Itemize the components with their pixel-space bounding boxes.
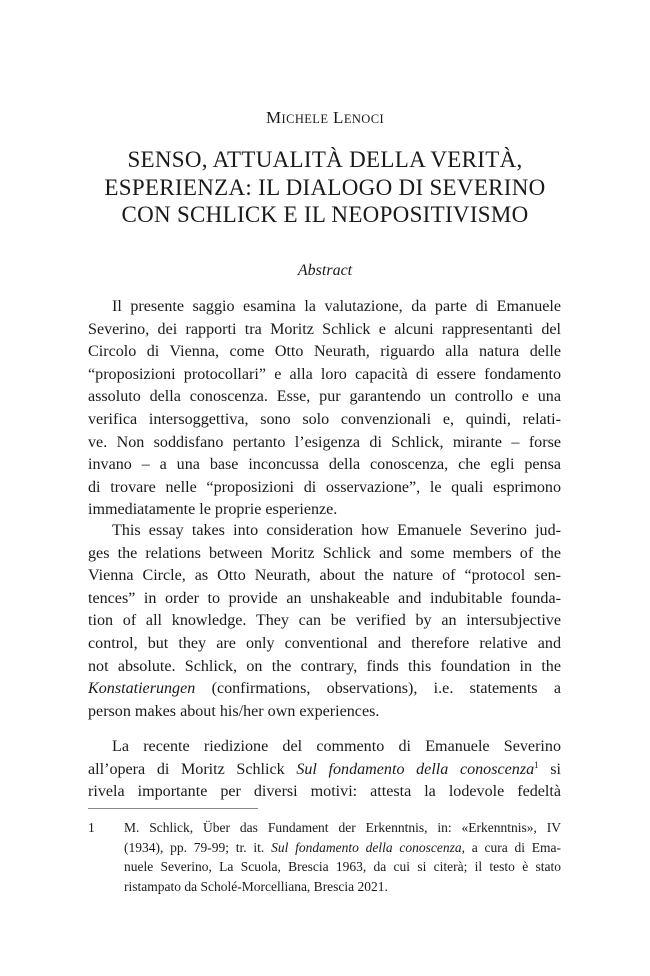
footnote-divider: [88, 808, 258, 809]
text-line: verifica intersoggettiva, sono solo convenzionali e, quindi, relati-: [88, 410, 561, 428]
text-line: rivela importante per diversi motivi: attesta la lodevole fedeltà: [88, 783, 561, 801]
abstract-italian: [88, 296, 561, 522]
italic-title: Sul fondamento della conoscenza: [271, 839, 462, 855]
text-line: M. Schlick, Über das Fundament der Erkenntnis, in: «Erkenntnis», IV: [124, 820, 561, 835]
text-line: This essay takes into consideration how Emanuele Severino jud-: [112, 522, 561, 539]
text-line: ristampato da Scholé-Morcelliana, Brescia 2021.: [124, 878, 388, 894]
text-line: La recente riedizione del commento di Emanuele Severino: [112, 738, 561, 755]
text-line: ges the relations between Moritz Schlick and some members of the: [88, 544, 561, 562]
text-line: “proposizioni protocollari” e alla loro capacità di essere fondamento: [88, 365, 561, 383]
text-line: not absolute. Schlick, on the contrary, finds this foundation in the: [88, 657, 561, 675]
text-line: nuele Severino, La Scuola, Brescia 1963, da cui si citerà; il testo è stato: [124, 859, 561, 874]
footnote-text: [124, 818, 561, 896]
text-line: (1934), pp. 79-99; tr. it. Sul fondamento della conoscenza, a cura di Ema-: [124, 839, 561, 855]
title-line: ESPERIENZA: IL DIALOGO DI SEVERINO: [104, 174, 546, 200]
italic-title: Sul fondamento della conoscenza: [296, 760, 535, 778]
text-line: tences” in order to provide an unshakeable and indubitable founda-: [88, 589, 561, 607]
text-line: Vienna Circle, as Otto Neurath, about the nature of “protocol sen-: [88, 567, 561, 585]
body-paragraph: [88, 736, 561, 804]
article-title: [40, 146, 610, 229]
text-line: Severino, dei rapporti tra Moritz Schlick e alcuni rappresentanti del: [88, 320, 561, 338]
title-line: SENSO, ATTUALITÀ DELLA VERITÀ,: [127, 147, 523, 172]
abstract-heading: Abstract: [297, 262, 353, 279]
text-line: Il presente saggio esamina la valutazione, da parte di Emanuele: [112, 298, 561, 315]
author-name: MICHELE LENOCI: [265, 108, 385, 127]
text-line: Circolo di Vienna, come Otto Neurath, riguardo alla natura delle: [88, 343, 561, 361]
title-line: CON SCHLICK E IL NEOPOSITIVISMO: [121, 202, 529, 227]
text-line: ve. Non soddisfano pertanto l’esigenza di Schlick, mirante – forse: [88, 433, 561, 451]
text-line: control, but they are only conventional and therefore relative and: [88, 634, 561, 652]
text-line: all’opera di Moritz Schlick Sul fondamento della conoscenza$^1$ si: [88, 759, 562, 778]
footnote-number: 1: [88, 820, 95, 835]
text-line: tion of all knowledge. They can be verified by an intersubjective: [88, 612, 561, 630]
text-line: di trovare nelle “proposizioni di osservazione”, le quali esprimono: [88, 478, 561, 496]
footnote-marker: 1: [534, 759, 539, 770]
text-line: assoluto della conoscenza. Esse, pur garantendo un controllo e una: [88, 388, 561, 406]
text-line: Konstatierungen (confirmations, observations), i.e. statements a: [88, 680, 561, 698]
text-line: person makes about his/her own experiences.: [88, 702, 380, 720]
italic-term: Konstatierungen: [88, 680, 196, 698]
text-line: immediatamente le proprie esperienze.: [88, 501, 338, 519]
abstract-english: [88, 520, 561, 723]
text-line: invano – a una base inconcussa della conoscenza, che egli pensa: [88, 456, 561, 474]
